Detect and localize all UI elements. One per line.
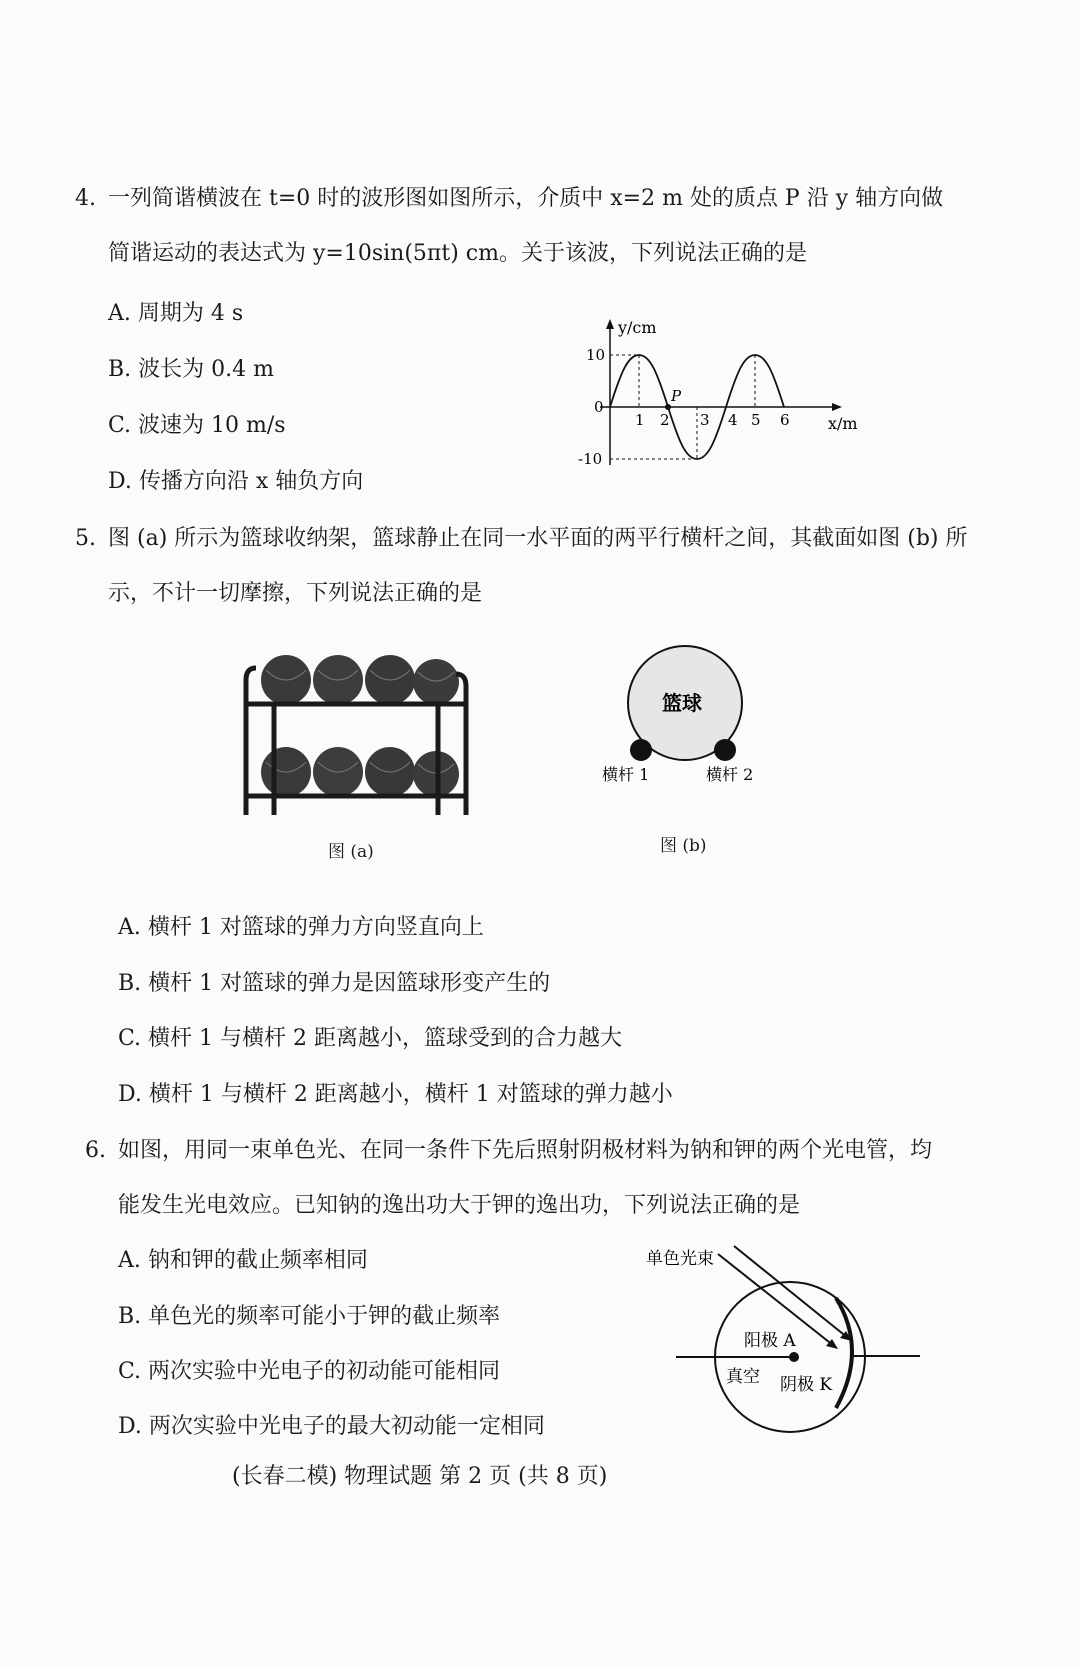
q5-option-b: B. 横杆 1 对篮球的弹力是因篮球形变产生的 (118, 971, 551, 996)
x-axis-arrow (832, 403, 842, 411)
q6-option-a: A. 钠和钾的截止频率相同 (118, 1248, 368, 1273)
anode-a (789, 1352, 799, 1362)
fig-a-caption: 图 (a) (328, 842, 374, 862)
basketball-label: 篮球 (662, 691, 702, 715)
ball (413, 659, 459, 705)
q4-stem-line1: 一列简谐横波在 t=0 时的波形图如图所示，介质中 x=2 m 处的质点 P 沿 y 轴方向做 (108, 186, 944, 211)
q6-stem-line1: 如图，用同一束单色光、在同一条件下先后照射阴极材料为钠和钾的两个光电管，均 (118, 1138, 933, 1163)
fig-b-caption: 图 (b) (660, 836, 707, 856)
x-tick-4: 4 (728, 411, 738, 429)
q5-stem-line1: 图 (a) 所示为篮球收纳架，篮球静止在同一水平面的两平行横杆之间，其截面如图 (b) 所 (108, 526, 968, 551)
anode-label: 阳极 A (744, 1331, 796, 1351)
q4-number: 4. (75, 186, 96, 211)
light-beam-label: 单色光束 (646, 1249, 714, 1269)
basketball-rack-figure (238, 640, 478, 820)
point-p-label: P (671, 387, 682, 405)
q5-number: 5. (75, 526, 96, 551)
vacuum-label: 真空 (726, 1367, 760, 1387)
y-axis-label: y/cm (618, 318, 657, 337)
q4-stem-line2: 简谐运动的表达式为 y=10sin(5πt) cm。关于该波，下列说法正确的是 (108, 241, 807, 266)
q6-option-b: B. 单色光的频率可能小于钾的截止频率 (118, 1304, 501, 1329)
q5-stem-line2: 示，不计一切摩擦，下列说法正确的是 (108, 581, 483, 606)
phototube-figure (640, 1240, 930, 1440)
q5-option-a: A. 横杆 1 对篮球的弹力方向竖直向上 (118, 915, 484, 940)
x-axis-label: x/m (828, 414, 858, 433)
x-tick-6: 6 (780, 411, 790, 429)
bar-1-label: 横杆 1 (602, 765, 650, 784)
x-tick-3: 3 (700, 411, 710, 429)
y-tick-10: 10 (586, 346, 606, 364)
x-tick-5: 5 (751, 411, 761, 429)
q6-option-d: D. 两次实验中光电子的最大初动能一定相同 (118, 1414, 545, 1439)
q4-wave-graph (570, 315, 870, 475)
q4-option-b: B. 波长为 0.4 m (108, 357, 274, 382)
cathode-k (836, 1298, 852, 1408)
cathode-label: 阴极 K (780, 1375, 833, 1395)
q6-option-c: C. 两次实验中光电子的初动能可能相同 (118, 1359, 501, 1384)
bar-1 (630, 739, 652, 761)
q5-option-c: C. 横杆 1 与横杆 2 距离越小，篮球受到的合力越大 (118, 1026, 623, 1051)
page-footer: (长春二模) 物理试题 第 2 页 (共 8 页) (232, 1464, 608, 1489)
y-axis-arrow (606, 319, 614, 329)
q6-number: 6. (85, 1138, 106, 1163)
q6-stem-line2: 能发生光电效应。已知钠的逸出功大于钾的逸出功，下列说法正确的是 (118, 1193, 801, 1218)
y-tick-0: 0 (594, 398, 604, 416)
q5-option-d: D. 横杆 1 与横杆 2 距离越小，横杆 1 对篮球的弹力越小 (118, 1082, 673, 1107)
x-tick-1: 1 (635, 411, 645, 429)
q4-option-c: C. 波速为 10 m/s (108, 413, 286, 438)
bar-2 (714, 739, 736, 761)
x-tick-2: 2 (660, 411, 670, 429)
basketball-cross-section (590, 640, 780, 790)
q4-option-d: D. 传播方向沿 x 轴负方向 (108, 469, 364, 494)
q4-option-a: A. 周期为 4 s (108, 301, 244, 326)
y-tick-neg10: -10 (578, 450, 603, 468)
bar-2-label: 横杆 2 (706, 765, 754, 784)
